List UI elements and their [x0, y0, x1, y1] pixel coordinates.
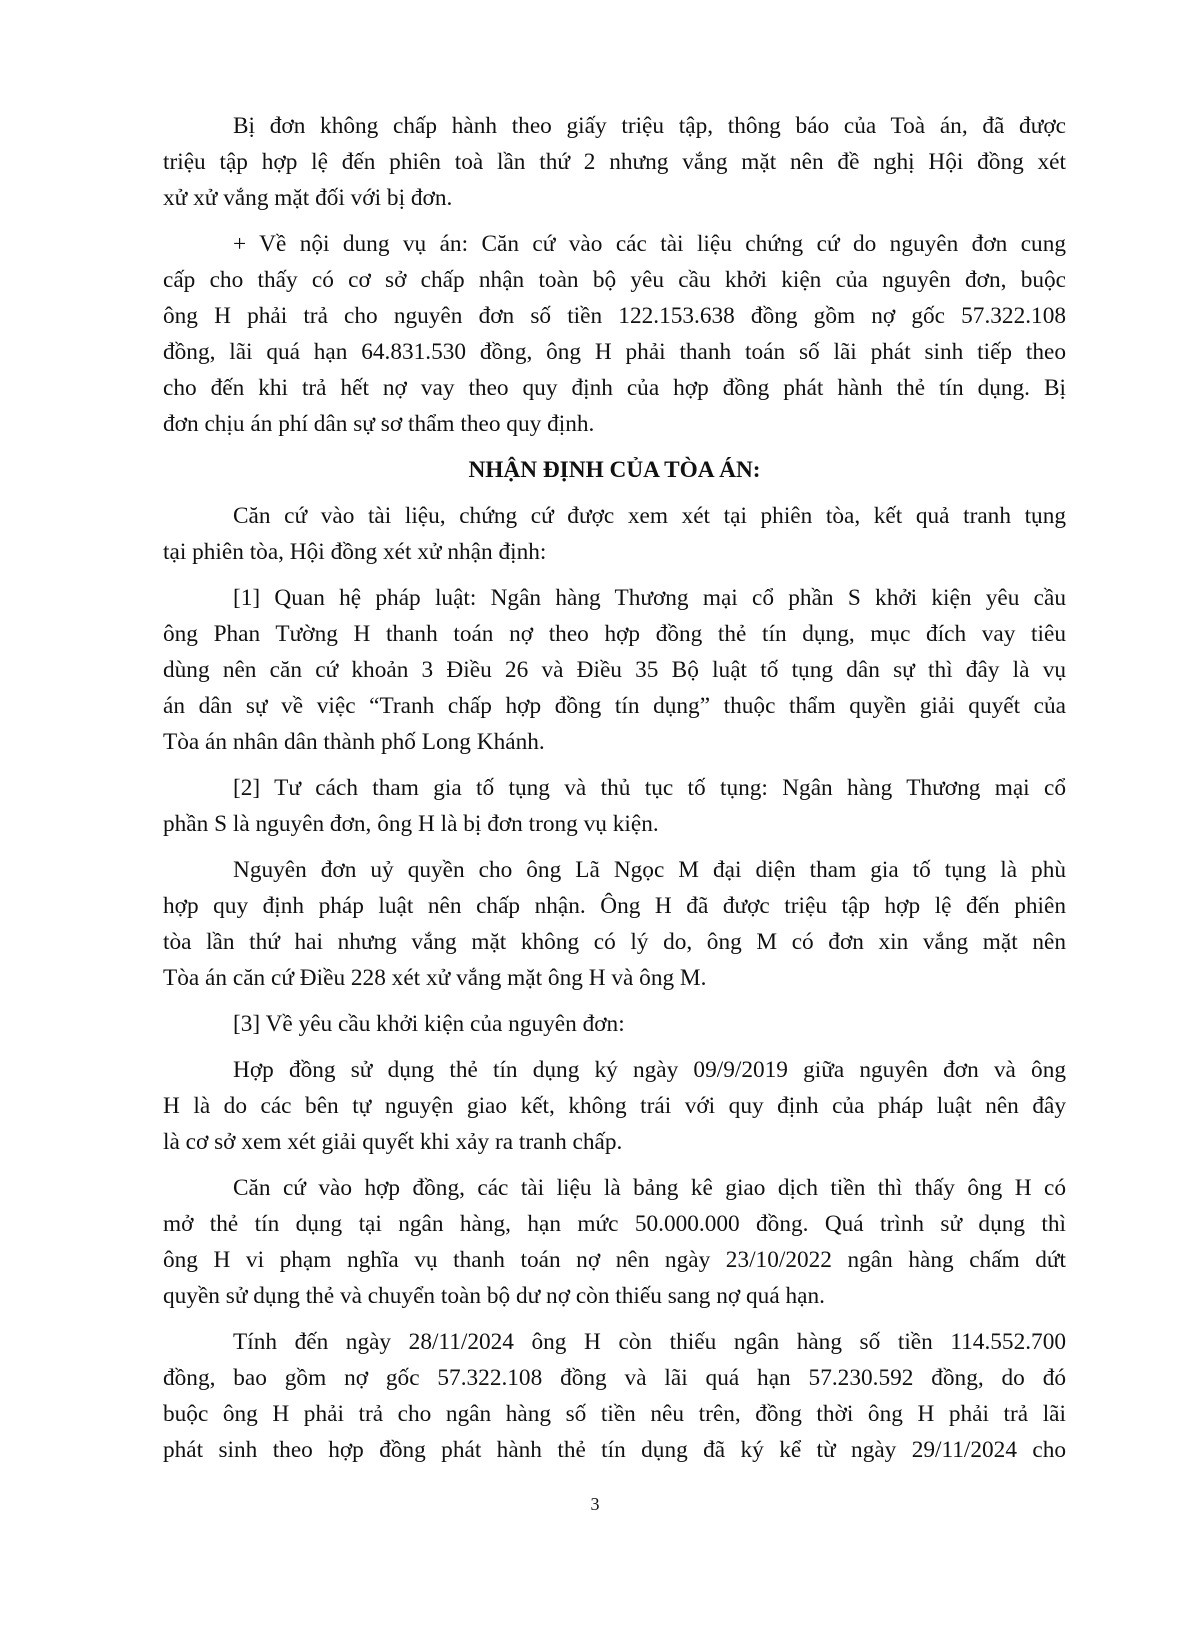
- text-line: đồng, bao gồm nợ gốc 57.322.108 đồng và lãi quá hạn 57.230.592 đồng, do đó: [163, 1365, 1066, 1391]
- text-line: Tính đến ngày 28/11/2024 ông H còn thiếu ngân hàng số tiền 114.552.700: [233, 1329, 1066, 1355]
- text-line: phần S là nguyên đơn, ông H là bị đơn trong vụ kiện.: [163, 811, 659, 837]
- text-line: Căn cứ vào hợp đồng, các tài liệu là bảng kê giao dịch tiền thì thấy ông H có: [233, 1175, 1066, 1201]
- text-line: Tòa án căn cứ Điều 228 xét xử vắng mặt ông H và ông M.: [163, 965, 707, 991]
- text-line: đồng, lãi quá hạn 64.831.530 đồng, ông H phải thanh toán số lãi phát sinh tiếp theo: [163, 339, 1066, 365]
- document-page: [163, 108, 1066, 1478]
- paragraph: [163, 108, 1066, 216]
- text-line: dùng nên căn cứ khoản 3 Điều 26 và Điều 35 Bộ luật tố tụng dân sự thì đây là vụ: [163, 657, 1066, 683]
- text-line: cho đến khi trả hết nợ vay theo quy định của hợp đồng phát hành thẻ tín dụng. Bị: [163, 375, 1066, 401]
- paragraph: [163, 1052, 1066, 1160]
- text-line: tòa lần thứ hai nhưng vắng mặt không có lý do, ông M có đơn xin vắng mặt nên: [163, 929, 1066, 955]
- text-line: [2] Tư cách tham gia tố tụng và thủ tục tố tụng: Ngân hàng Thương mại cổ: [233, 775, 1066, 801]
- text-line: [3] Về yêu cầu khởi kiện của nguyên đơn:: [233, 1011, 625, 1037]
- page-number: 3: [590, 1494, 600, 1514]
- text-line: + Về nội dung vụ án: Căn cứ vào các tài liệu chứng cứ do nguyên đơn cung: [233, 231, 1066, 257]
- text-line: cấp cho thấy có cơ sở chấp nhận toàn bộ yêu cầu khởi kiện của nguyên đơn, buộc: [163, 267, 1066, 293]
- text-line: là cơ sở xem xét giải quyết khi xảy ra tranh chấp.: [163, 1129, 623, 1155]
- paragraph: [163, 770, 1066, 842]
- section-heading: NHẬN ĐỊNH CỦA TÒA ÁN:: [468, 457, 761, 483]
- text-line: buộc ông H phải trả cho ngân hàng số tiền nêu trên, đồng thời ông H phải trả lãi: [163, 1401, 1066, 1427]
- text-line: Tòa án nhân dân thành phố Long Khánh.: [163, 729, 545, 755]
- text-line: xử xử vắng mặt đối với bị đơn.: [163, 185, 453, 211]
- text-line: Căn cứ vào tài liệu, chứng cứ được xem xét tại phiên tòa, kết quả tranh tụng: [233, 503, 1066, 529]
- text-line: Hợp đồng sử dụng thẻ tín dụng ký ngày 09/9/2019 giữa nguyên đơn và ông: [233, 1057, 1066, 1083]
- text-line: tại phiên tòa, Hội đồng xét xử nhận định:: [163, 539, 547, 565]
- text-line: án dân sự về việc “Tranh chấp hợp đồng tín dụng” thuộc thẩm quyền giải quyết của: [163, 693, 1066, 719]
- text-line: ông Phan Tường H thanh toán nợ theo hợp đồng thẻ tín dụng, mục đích vay tiêu: [163, 621, 1066, 647]
- text-line: triệu tập hợp lệ đến phiên toà lần thứ 2 nhưng vắng mặt nên đề nghị Hội đồng xét: [163, 149, 1066, 175]
- text-line: Nguyên đơn uỷ quyền cho ông Lã Ngọc M đại diện tham gia tố tụng là phù: [233, 857, 1066, 883]
- text-line: ông H vi phạm nghĩa vụ thanh toán nợ nên ngày 23/10/2022 ngân hàng chấm dứt: [163, 1247, 1066, 1273]
- text-line: hợp quy định pháp luật nên chấp nhận. Ông H đã được triệu tập hợp lệ đến phiên: [163, 893, 1066, 919]
- paragraph: [163, 498, 1066, 570]
- text-line: Bị đơn không chấp hành theo giấy triệu tập, thông báo của Toà án, đã được: [233, 113, 1066, 139]
- text-line: phát sinh theo hợp đồng phát hành thẻ tín dụng đã ký kể từ ngày 29/11/2024 cho: [163, 1437, 1066, 1463]
- text-line: [1] Quan hệ pháp luật: Ngân hàng Thương mại cổ phần S khởi kiện yêu cầu: [233, 585, 1066, 611]
- paragraph: [163, 226, 1066, 442]
- text-line: H là do các bên tự nguyện giao kết, không trái với quy định của pháp luật nên đây: [163, 1093, 1066, 1119]
- text-line: quyền sử dụng thẻ và chuyển toàn bộ dư nợ còn thiếu sang nợ quá hạn.: [163, 1283, 825, 1309]
- paragraph: [163, 1170, 1066, 1314]
- paragraph: [163, 1006, 1066, 1042]
- paragraph: [163, 1324, 1066, 1468]
- text-line: ông H phải trả cho nguyên đơn số tiền 122.153.638 đồng gồm nợ gốc 57.322.108: [163, 303, 1066, 329]
- paragraph: [163, 580, 1066, 760]
- text-line: đơn chịu án phí dân sự sơ thẩm theo quy định.: [163, 411, 595, 437]
- paragraph: [163, 852, 1066, 996]
- section-after-heading: [163, 498, 1066, 1468]
- text-line: mở thẻ tín dụng tại ngân hàng, hạn mức 50.000.000 đồng. Quá trình sử dụng thì: [163, 1211, 1066, 1237]
- section-before-heading: [163, 108, 1066, 442]
